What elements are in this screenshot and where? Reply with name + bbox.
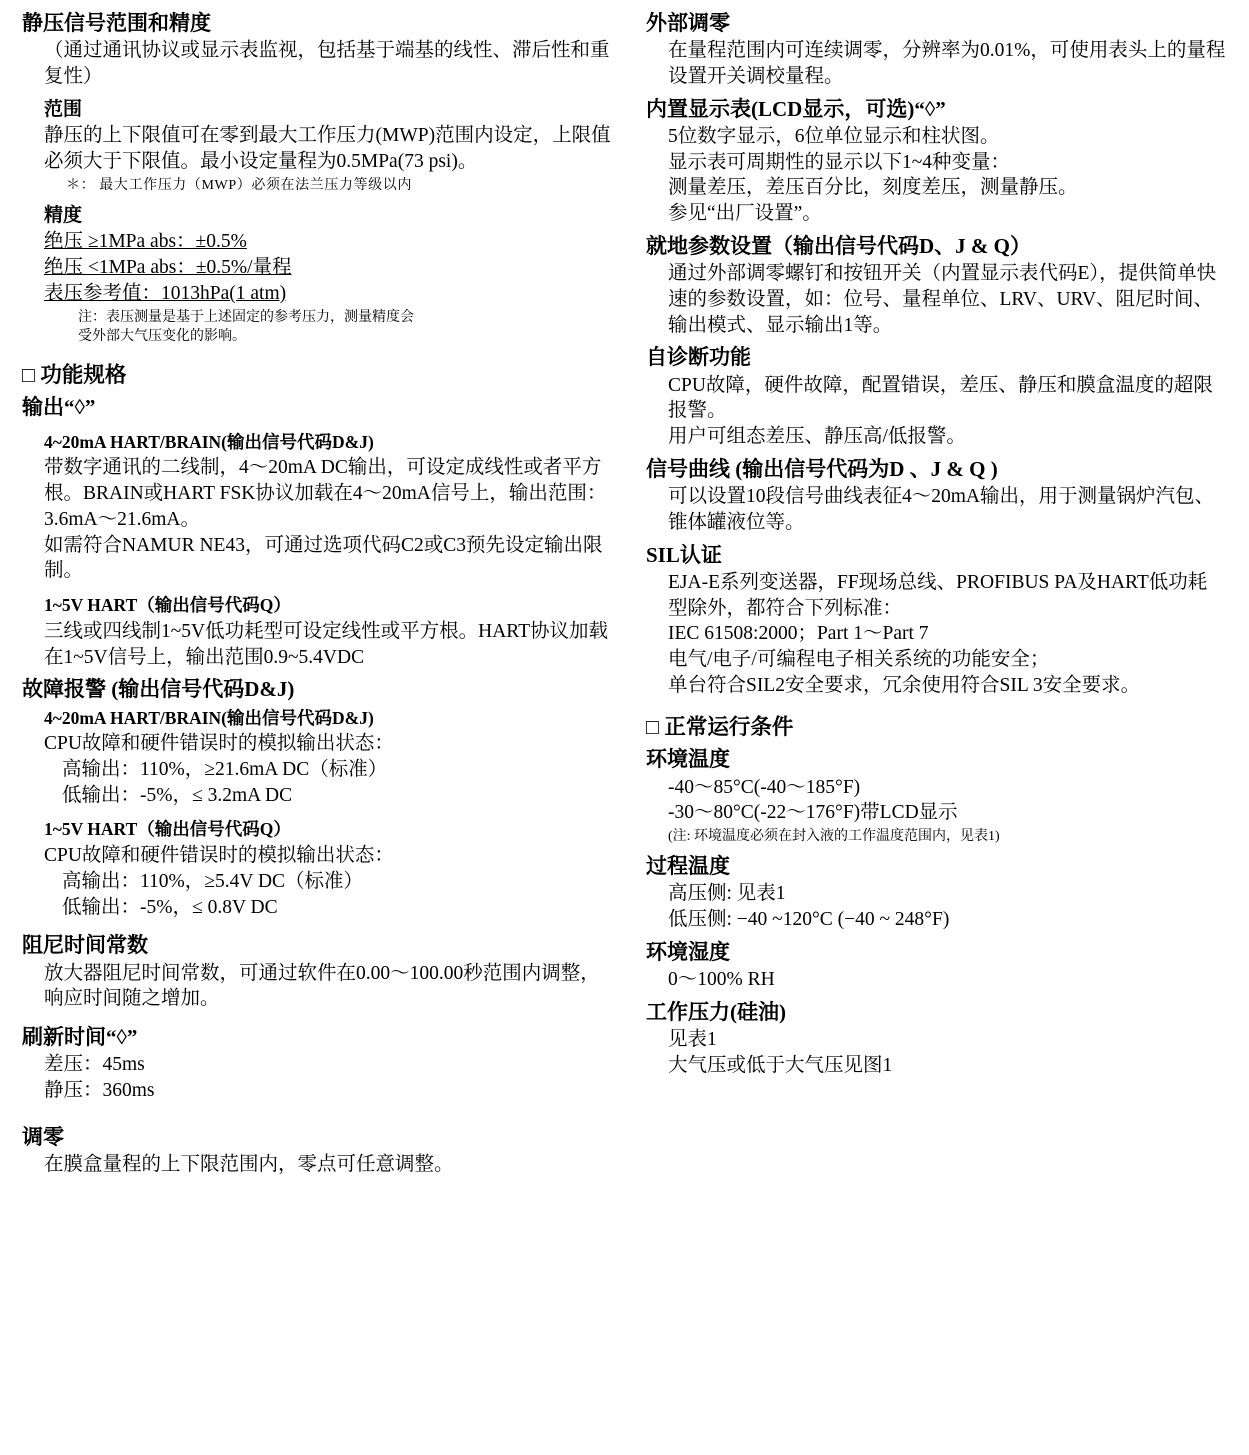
- self-diagnostics-section: [646, 344, 1226, 449]
- working-pressure-heading: 工作压力(硅油): [646, 999, 786, 1024]
- lcd-display-heading: 内置显示表(LCD显示，可选)“◊”: [646, 96, 946, 121]
- local-parameter-setting-heading: 就地参数设置（输出信号代码D、J & Q）: [646, 233, 1031, 258]
- fault-alarm-1-5v-heading: 1~5V HART（输出信号代码Q）: [44, 819, 291, 840]
- static-pressure-section: [22, 10, 612, 346]
- fault-alarm-low-output-1: 低输出：-5%，≤ 3.2mA DC: [62, 784, 293, 806]
- output-section: [22, 394, 612, 670]
- signal-characterizer-heading: 信号曲线 (输出信号代码为D 、J & Q ): [646, 456, 998, 481]
- process-temperature-high-side: 高压侧: 见表1: [668, 883, 786, 905]
- ambient-humidity-section: [646, 939, 1226, 993]
- accuracy-line-3: [44, 281, 612, 307]
- sil-text-1: EJA-E系列变送器，FF现场总线、PROFIBUS PA及HART低功耗型除外，都符合下列标准：: [668, 571, 1208, 619]
- accuracy-line-1: [44, 229, 612, 255]
- output-1-5v-heading: 1~5V HART（输出信号代码Q）: [44, 595, 291, 616]
- process-temperature-section: [646, 853, 1226, 933]
- accuracy-term-3: 表压参考值：1013hPa(1 atm): [44, 282, 287, 304]
- fault-alarm-hart-brain-heading: 4~20mA HART/BRAIN(输出信号代码D&J): [44, 707, 374, 728]
- ambient-temperature-section: [646, 746, 1226, 847]
- update-period-heading: 刷新时间“◊”: [22, 1025, 138, 1050]
- accuracy-footnote-line-1: 注：表压测量是基于上述固定的参考压力，测量精度会: [78, 309, 414, 325]
- accuracy-line-2: [44, 255, 612, 281]
- process-temperature-low-side: 低压侧: −40 ~120°C (−40 ~ 248°F): [668, 908, 950, 930]
- damping-section: [22, 932, 612, 1012]
- fault-alarm-low-output-2: 低输出：-5%，≤ 0.8V DC: [62, 896, 278, 918]
- fault-alarm-text-1: CPU故障和硬件错误时的模拟输出状态：: [44, 733, 394, 755]
- accuracy-footnote-line-2: 受外部大气压变化的影响。: [78, 328, 246, 344]
- zero-adjust-section: [22, 1124, 612, 1178]
- external-zero-text: 在量程范围内可连续调零，分辨率为0.01%，可使用表头上的量程设置开关调校量程。: [668, 40, 1226, 87]
- accuracy-term-2: 绝压 <1MPa abs：±0.5%/量程: [44, 257, 292, 279]
- damping-text: 放大器阻尼时间常数，可通过软件在0.00～100.00秒范围内调整，响应时间随之增加。: [44, 962, 600, 1010]
- signal-characterizer-section: [646, 456, 1226, 536]
- sil-text-3: 电气/电子/可编程电子相关系统的功能安全；: [668, 648, 1050, 670]
- working-pressure-section: [646, 999, 1226, 1079]
- ambient-humidity-range: 0～100% RH: [668, 968, 775, 990]
- section-heading: 静压信号范围和精度: [22, 11, 211, 35]
- local-parameter-setting-section: [646, 233, 1226, 338]
- signal-characterizer-text: 可以设置10段信号曲线表征4～20mA输出，用于测量锅炉汽包、锥体罐液位等。: [668, 486, 1215, 533]
- damping-heading: 阻尼时间常数: [22, 933, 148, 958]
- fault-alarm-text-2: CPU故障和硬件错误时的模拟输出状态：: [44, 845, 394, 867]
- output-namur-text: 如需符合NAMUR NE43，可通过选项代码C2或C3预先设定输出限制。: [44, 534, 603, 582]
- lcd-display-text-1: 5位数字显示，6位单位显示和柱状图。: [668, 125, 1000, 147]
- lcd-display-text-4: 参见“出厂设置”。: [668, 203, 822, 225]
- output-hart-brain-text: 带数字通讯的二线制，4～20mA DC输出，可设定成线性或者平方根。BRAIN或HART FSK协议加载在4～20mA信号上，输出范围：3.6mA～21.6mA。: [44, 457, 607, 530]
- left-column: [22, 10, 612, 1178]
- functional-spec-section-heading: □ 功能规格: [22, 363, 127, 388]
- output-heading: 输出“◊”: [22, 395, 96, 420]
- update-period-section: [22, 1024, 612, 1104]
- range-text: 静压的上下限值可在零到最大工作压力(MWP)范围内设定，上限值必须大于下限值。最小设定量程为0.5MPa(73 psi)。: [44, 125, 611, 173]
- normal-operating-conditions-heading: □ 正常运行条件: [646, 715, 794, 740]
- section-intro: （通过通讯协议或显示表监视，包括基于端基的线性、滞后性和重复性）: [44, 40, 610, 87]
- working-pressure-text-1: 见表1: [668, 1028, 717, 1050]
- output-1-5v-text: 三线或四线制1~5V低功耗型可设定线性或平方根。HART协议加载在1~5V信号上，输出范围0.9~5.4VDC: [44, 620, 609, 668]
- lcd-display-text-2: 显示表可周期性的显示以下1~4种变量：: [668, 151, 1011, 173]
- ambient-temperature-heading: 环境温度: [646, 747, 730, 772]
- sil-certification-heading: SIL认证: [646, 542, 722, 567]
- self-diagnostics-text-1: CPU故障，硬件故障，配置错误，差压、静压和膜盒温度的超限报警。: [668, 374, 1213, 422]
- local-parameter-setting-text: 通过外部调零螺钉和按钮开关（内置显示表代码E），提供简单快速的参数设置，如：位号、量程单位、LRV、URV、阻尼时间、输出模式、显示输出1等。: [668, 263, 1217, 336]
- lcd-display-text-3: 测量差压，差压百分比，刻度差压，测量静压。: [668, 177, 1078, 199]
- ambient-humidity-heading: 环境湿度: [646, 939, 730, 964]
- accuracy-term-1: 绝压 ≥1MPa abs：±0.5%: [44, 231, 247, 253]
- two-column-layout: [22, 10, 1231, 1178]
- fault-alarm-high-output-2: 高输出：110%，≥5.4V DC（标准）: [62, 870, 364, 892]
- output-hart-brain-heading: 4~20mA HART/BRAIN(输出信号代码D&J): [44, 431, 374, 452]
- zero-adjust-text: 在膜盒量程的上下限范围内，零点可任意调整。: [44, 1154, 454, 1176]
- self-diagnostics-heading: 自诊断功能: [646, 345, 751, 370]
- ambient-temperature-range: -40～85°C(-40～185°F): [668, 776, 861, 798]
- sil-text-4: 单台符合SIL2安全要求，冗余使用符合SIL 3安全要求。: [668, 674, 1141, 696]
- ambient-temperature-note: (注: 环境温度必须在封入液的工作温度范围内，见表1): [668, 829, 1000, 845]
- process-temperature-heading: 过程温度: [646, 854, 730, 878]
- external-zero-section: [646, 10, 1226, 90]
- ambient-temperature-range-lcd: -30～80°C(-22～176°F)带LCD显示: [668, 802, 958, 824]
- right-column: [646, 10, 1226, 1078]
- zero-adjust-heading: 调零: [22, 1124, 64, 1149]
- update-period-sp: 静压：360ms: [44, 1080, 155, 1102]
- self-diagnostics-text-2: 用户可组态差压、静压高/低报警。: [668, 426, 966, 448]
- update-period-dp: 差压：45ms: [44, 1054, 145, 1076]
- sil-certification-section: [646, 542, 1226, 699]
- fault-alarm-section: [22, 676, 612, 920]
- range-footnote: ＊： 最大工作压力（MWP）必须在法兰压力等级以内: [66, 177, 412, 193]
- external-zero-heading: 外部调零: [646, 11, 730, 35]
- sil-text-2: IEC 61508:2000；Part 1～Part 7: [668, 623, 929, 645]
- lcd-display-section: [646, 96, 1226, 227]
- accuracy-heading: 精度: [44, 204, 83, 226]
- fault-alarm-heading: 故障报警 (输出信号代码D&J): [22, 677, 295, 702]
- range-heading: 范围: [44, 98, 83, 120]
- working-pressure-text-2: 大气压或低于大气压见图1: [668, 1054, 893, 1076]
- fault-alarm-high-output-1: 高输出：110%，≥21.6mA DC（标准）: [62, 759, 388, 780]
